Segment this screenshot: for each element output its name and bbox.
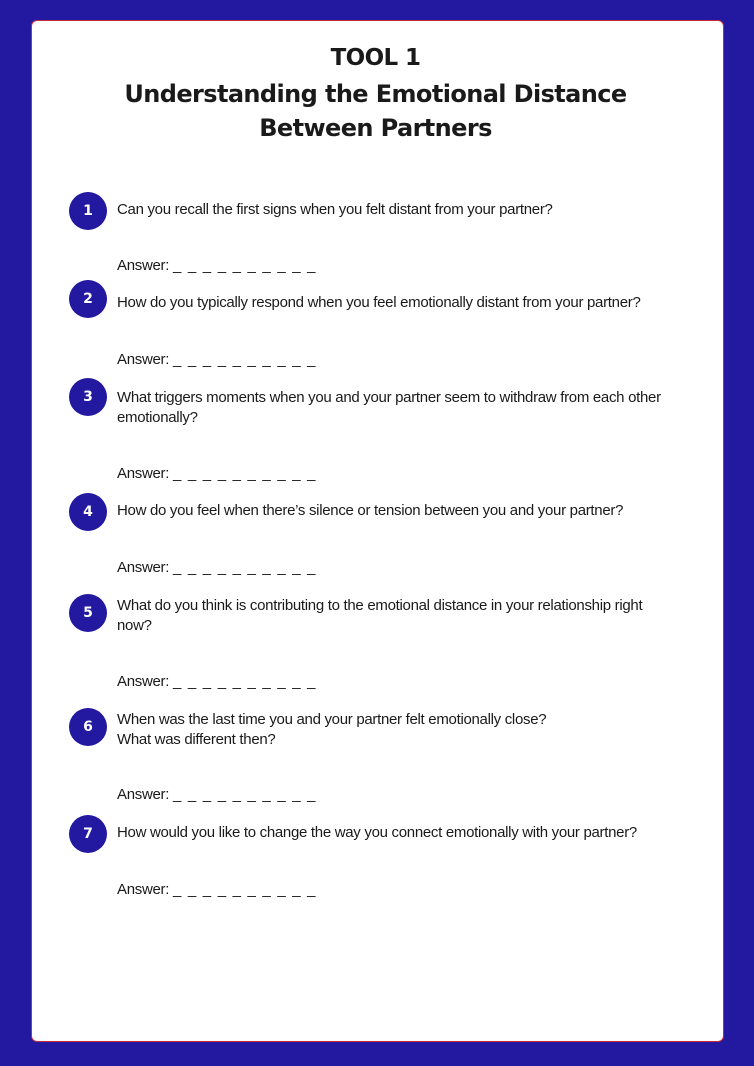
answer-field[interactable] [117,786,317,803]
answer-label: Answer: [117,465,170,482]
question-number-badge: 6 [69,708,107,746]
page-title-line-2: Between Partners [259,114,492,142]
question-line: emotionally? [117,409,198,426]
question-number-badge: 5 [69,594,107,632]
question-line: now? [117,617,152,634]
answer-blank: _ _ _ _ _ _ _ _ _ _ [172,351,317,368]
answer-field[interactable] [117,465,317,482]
answer-label: Answer: [117,881,170,898]
question-text [117,293,717,313]
question-number-badge: 1 [69,192,107,230]
question-text [117,388,717,428]
answer-field[interactable] [117,559,317,576]
question-line: What do you think is contributing to the emotional distance in your relationship right [117,597,643,614]
question-line: How do you feel when there’s silence or tension between you and your partner? [117,502,624,519]
question-line: What triggers moments when you and your partner seem to withdraw from each other [117,389,661,406]
tool-number-heading: TOOL 1 [330,45,421,71]
answer-blank: _ _ _ _ _ _ _ _ _ _ [172,465,317,482]
question-line: How do you typically respond when you feel emotionally distant from your partner? [117,294,641,311]
answer-field[interactable] [117,673,317,690]
question-line: What was different then? [117,731,276,748]
question-text [117,501,717,521]
answer-label: Answer: [117,257,170,274]
question-number-badge: 3 [69,378,107,416]
answer-blank: _ _ _ _ _ _ _ _ _ _ [172,559,317,576]
answer-label: Answer: [117,673,170,690]
answer-label: Answer: [117,559,170,576]
page-title-line-1: Understanding the Emotional Distance [124,80,627,108]
question-number-badge: 2 [69,280,107,318]
answer-label: Answer: [117,351,170,368]
answer-blank: _ _ _ _ _ _ _ _ _ _ [172,257,317,274]
answer-blank: _ _ _ _ _ _ _ _ _ _ [172,881,317,898]
question-line: Can you recall the first signs when you felt distant from your partner? [117,201,553,218]
question-number-badge: 4 [69,493,107,531]
answer-field[interactable] [117,257,317,274]
answer-field[interactable] [117,351,317,368]
question-text [117,823,717,843]
question-number-badge: 7 [69,815,107,853]
answer-blank: _ _ _ _ _ _ _ _ _ _ [172,673,317,690]
question-text [117,710,717,750]
question-line: How would you like to change the way you connect emotionally with your partner? [117,824,637,841]
answer-label: Answer: [117,786,170,803]
answer-blank: _ _ _ _ _ _ _ _ _ _ [172,786,317,803]
answer-field[interactable] [117,881,317,898]
question-line: When was the last time you and your partner felt emotionally close? [117,711,547,728]
question-text [117,596,717,636]
question-text [117,200,717,220]
